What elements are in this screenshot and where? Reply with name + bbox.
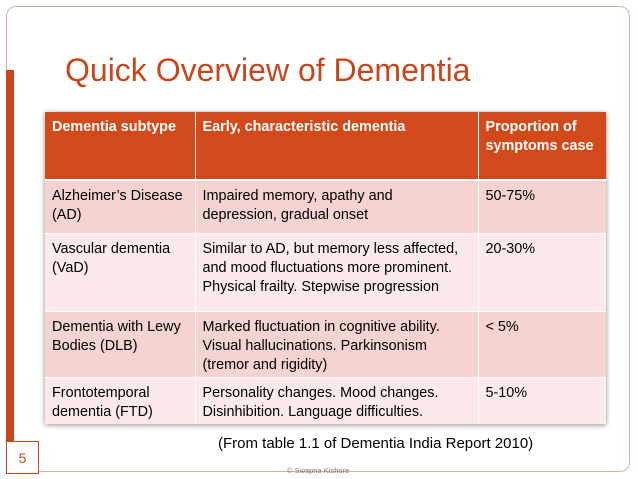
table-row bbox=[45, 180, 606, 233]
cell-subtype: Dementia with Lewy Bodies (DLB) bbox=[45, 311, 195, 377]
cell-proportion: < 5% bbox=[478, 311, 606, 377]
table-row bbox=[45, 233, 606, 311]
cell-proportion: 50-75% bbox=[478, 180, 606, 233]
cell-characteristic: Personality changes. Mood changes. Disinhibition. Language difficulties. bbox=[195, 377, 478, 424]
cell-subtype: Frontotemporal dementia (FTD) bbox=[45, 377, 195, 424]
accent-bar bbox=[6, 70, 14, 472]
header-characteristic: Early, characteristic dementia bbox=[195, 112, 478, 180]
table-header-row bbox=[45, 112, 606, 180]
dementia-table bbox=[45, 112, 606, 424]
cell-characteristic: Marked fluctuation in cognitive ability. Visual hallucinations. Parkinsonism (tremor and rigidity) bbox=[195, 311, 478, 377]
cell-subtype: Vascular dementia (VaD) bbox=[45, 233, 195, 311]
cell-characteristic: Impaired memory, apathy and depression, gradual onset bbox=[195, 180, 478, 233]
cell-proportion: 20-30% bbox=[478, 233, 606, 311]
footer-credit: © Swapna Kishore bbox=[287, 466, 350, 475]
source-caption: (From table 1.1 of Dementia India Report 2010) bbox=[218, 435, 534, 452]
cell-proportion: 5-10% bbox=[478, 377, 606, 424]
cell-subtype: Alzheimer’s Disease (AD) bbox=[45, 180, 195, 233]
slide-number: 5 bbox=[6, 441, 39, 474]
header-subtype: Dementia subtype bbox=[45, 112, 195, 180]
table-row bbox=[45, 377, 606, 424]
cell-characteristic: Similar to AD, but memory less affected, and mood fluctuations more prominent. Physical frailty. Stepwise progression bbox=[195, 233, 478, 311]
slide-title: Quick Overview of Dementia bbox=[65, 52, 471, 88]
table-row bbox=[45, 311, 606, 377]
header-proportion: Proportion of symptoms case bbox=[478, 112, 606, 180]
